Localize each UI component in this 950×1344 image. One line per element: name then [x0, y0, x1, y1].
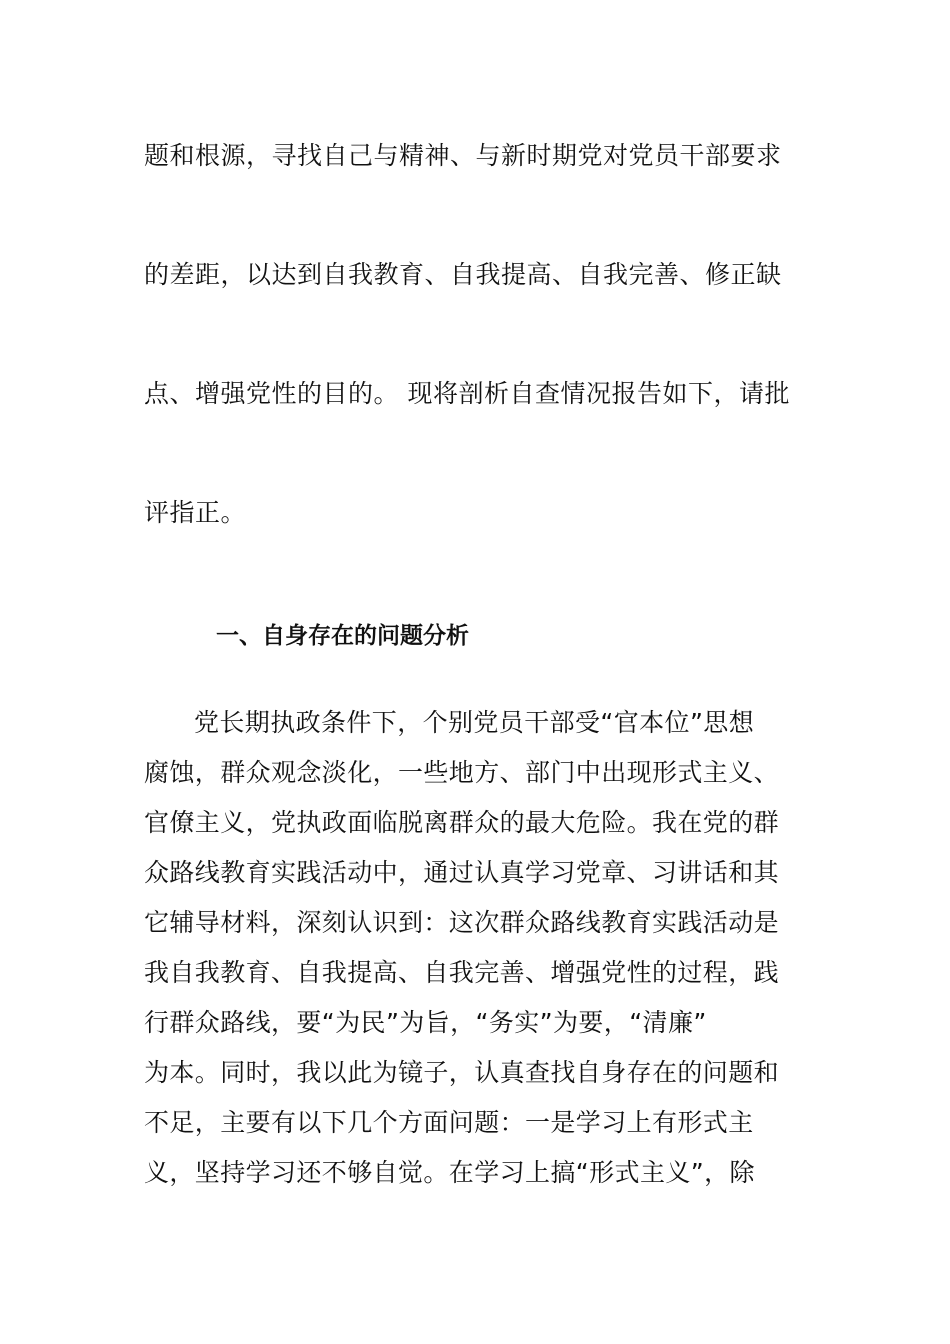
body-line-6: 我自我教育、自我提高、自我完善、增强党性的过程，践 — [144, 958, 780, 987]
intro-line-1: 题和根源，寻找自己与精神、与新时期党对党员干部要求 — [144, 141, 782, 170]
body-line-8: 为本。同时，我以此为镜子，认真查找自身存在的问题和 — [144, 1058, 780, 1087]
section-heading: 一、自身存在的问题分析 — [216, 623, 469, 649]
body-line-7: 行群众路线，要“为民”为旨，“务实”为要，“清廉” — [144, 1008, 707, 1037]
intro-line-2: 的差距，以达到自我教育、自我提高、自我完善、修正缺 — [144, 260, 782, 289]
body-line-2: 腐蚀，群众观念淡化，一些地方、部门中出现形式主义、 — [144, 758, 780, 787]
body-line-3: 官僚主义，党执政面临脱离群众的最大危险。我在党的群 — [144, 808, 780, 837]
body-line-4: 众路线教育实践活动中，通过认真学习党章、习讲话和其 — [144, 858, 780, 887]
intro-line-3: 点、增强党性的目的。 现将剖析自查情况报告如下，请批 — [144, 379, 790, 408]
body-line-9: 不足，主要有以下几个方面问题：一是学习上有形式主 — [144, 1108, 754, 1137]
body-line-10: 义，坚持学习还不够自觉。在学习上搞“形式主义”，除 — [144, 1158, 755, 1187]
intro-line-4: 评指正。 — [144, 498, 247, 527]
body-line-1: 党长期执政条件下，个别党员干部受“官本位”思想 — [194, 708, 755, 737]
body-line-5: 它辅导材料，深刻认识到：这次群众路线教育实践活动是 — [144, 908, 780, 937]
